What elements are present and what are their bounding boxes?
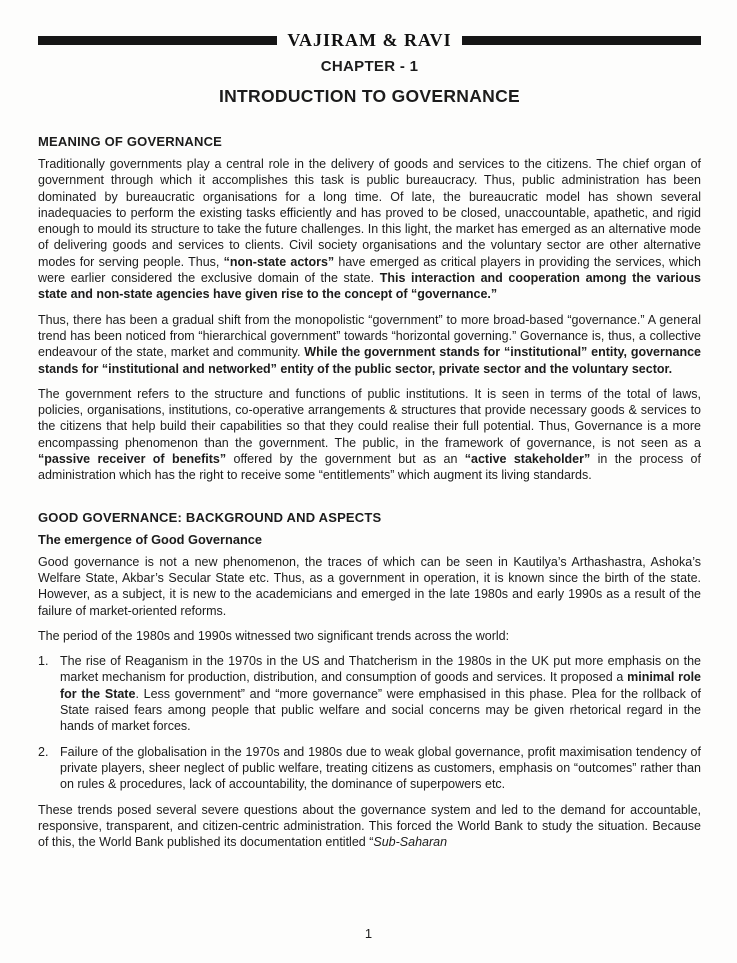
list-item	[38, 744, 701, 793]
page-number: 1	[364, 926, 373, 941]
section-meaning-of-governance	[38, 134, 701, 484]
page-footer	[0, 926, 737, 941]
paragraph: The period of the 1980s and 1990s witnessed two significant trends across the world:	[38, 628, 510, 643]
list-item-number: 2.	[38, 744, 49, 759]
brand-name: VAJIRAM & RAVI	[287, 30, 452, 50]
list-item-text: The rise of Reaganism in the 1970s in the US and Thatcherism in the 1980s in the UK put more emphasis on the market mechanism for production, distribution, and consumption of goods and services. It proposed a minimal role for the State. Less government” and “more governance” were emphasised in this phase. Plea for the rollback of State raised fears among people that public welfare and social concerns may be given rhetorical regard in the hands of market forces.	[60, 654, 701, 734]
paragraph: The government refers to the structure and functions of public institutions. It is seen in terms of the total of laws, policies, organisations, institutions, co-operative arrangements & structures that provide necessary goods & services to the citizens that help build their capabilities so that they could realise their full potential. Thus, Governance is a more encompassing phenomenon than the government. The public, in the framework of governance, is not seen as a “passive receiver of benefits” offered by the government but as an “active stakeholder” in the process of administration which has the right to receive some “entitlements” which augment its living standards.	[38, 386, 701, 483]
page-header	[38, 30, 701, 107]
paragraph: Thus, there has been a gradual shift from the monopolistic “government” to more broad-based “governance.” A general trend has been noticed from “hierarchical government” towards “horizontal governing.” Governance is, thus, a collective endeavour of the state, market and community. While the government stands for “institutional” entity, governance stands for “institutional and networked” entity of the public sector, private sector and the voluntary sector.	[38, 312, 701, 376]
subsection-heading: The emergence of Good Governance	[38, 531, 263, 547]
paragraph: Good governance is not a new phenomenon, the traces of which can be seen in Kautilya’s Arthashastra, Ashoka’s Welfare State, Akbar’s Secular State etc. Thus, as a government in operation, it is known since the birth of the state. However, as a subject, it is new to the academicians and emerged in the late 1980s and early 1990s as a result of the failure of market-oriented reforms.	[38, 554, 701, 618]
banner-bar-left	[38, 36, 277, 45]
closing-paragraph: These trends posed several severe questions about the governance system and led to the demand for accountable, responsive, transparent, and citizen-centric administration. This forced the World Bank to study the situation. Because of this, the World Bank published its documentation entitled “Sub-Saharan	[38, 802, 701, 850]
chapter-label: CHAPTER - 1	[320, 58, 419, 75]
section-good-governance	[38, 510, 701, 851]
brand-banner	[38, 30, 701, 51]
list-item-text: Failure of the globalisation in the 1970s and 1980s due to weak global governance, profit maximisation tendency of private players, sheer neglect of public welfare, treating citizens as customers, emphasis on “outcomes” rather than on rules & procedures, lack of accountability, the dominance of superpowers etc.	[60, 744, 701, 792]
list-item-number: 1.	[38, 654, 49, 669]
list-item	[38, 653, 701, 734]
section-heading: GOOD GOVERNANCE: BACKGROUND AND ASPECTS	[38, 509, 382, 525]
paragraph: Traditionally governments play a central role in the delivery of goods and services to the citizens. The chief organ of government through which it accomplishes this task is public bureaucracy. Thus, public administration has been dominated by bureaucratic organisations for a long time. Of late, the bureaucratic model has shown several inadequacies to perform the existing tasks efficiently and has proved to be closed, unaccountable, apathetic, and rigid enough to mould its structure to take the future challenges. In this light, the market has emerged as an alternative mode of delivering goods and services to clients. Civil society organisations and the voluntary sector are other alternative modes for serving people. Thus, “non-state actors” have emerged as critical players in providing the services, which were earlier considered the exclusive domain of the state. This interaction and cooperation among the various state and non-state agencies have given rise to the concept of “governance.”	[38, 157, 701, 302]
document-body	[38, 134, 701, 850]
banner-bar-right	[462, 36, 701, 45]
page-title: INTRODUCTION TO GOVERNANCE	[218, 86, 521, 106]
section-heading: MEANING OF GOVERNANCE	[38, 134, 223, 149]
